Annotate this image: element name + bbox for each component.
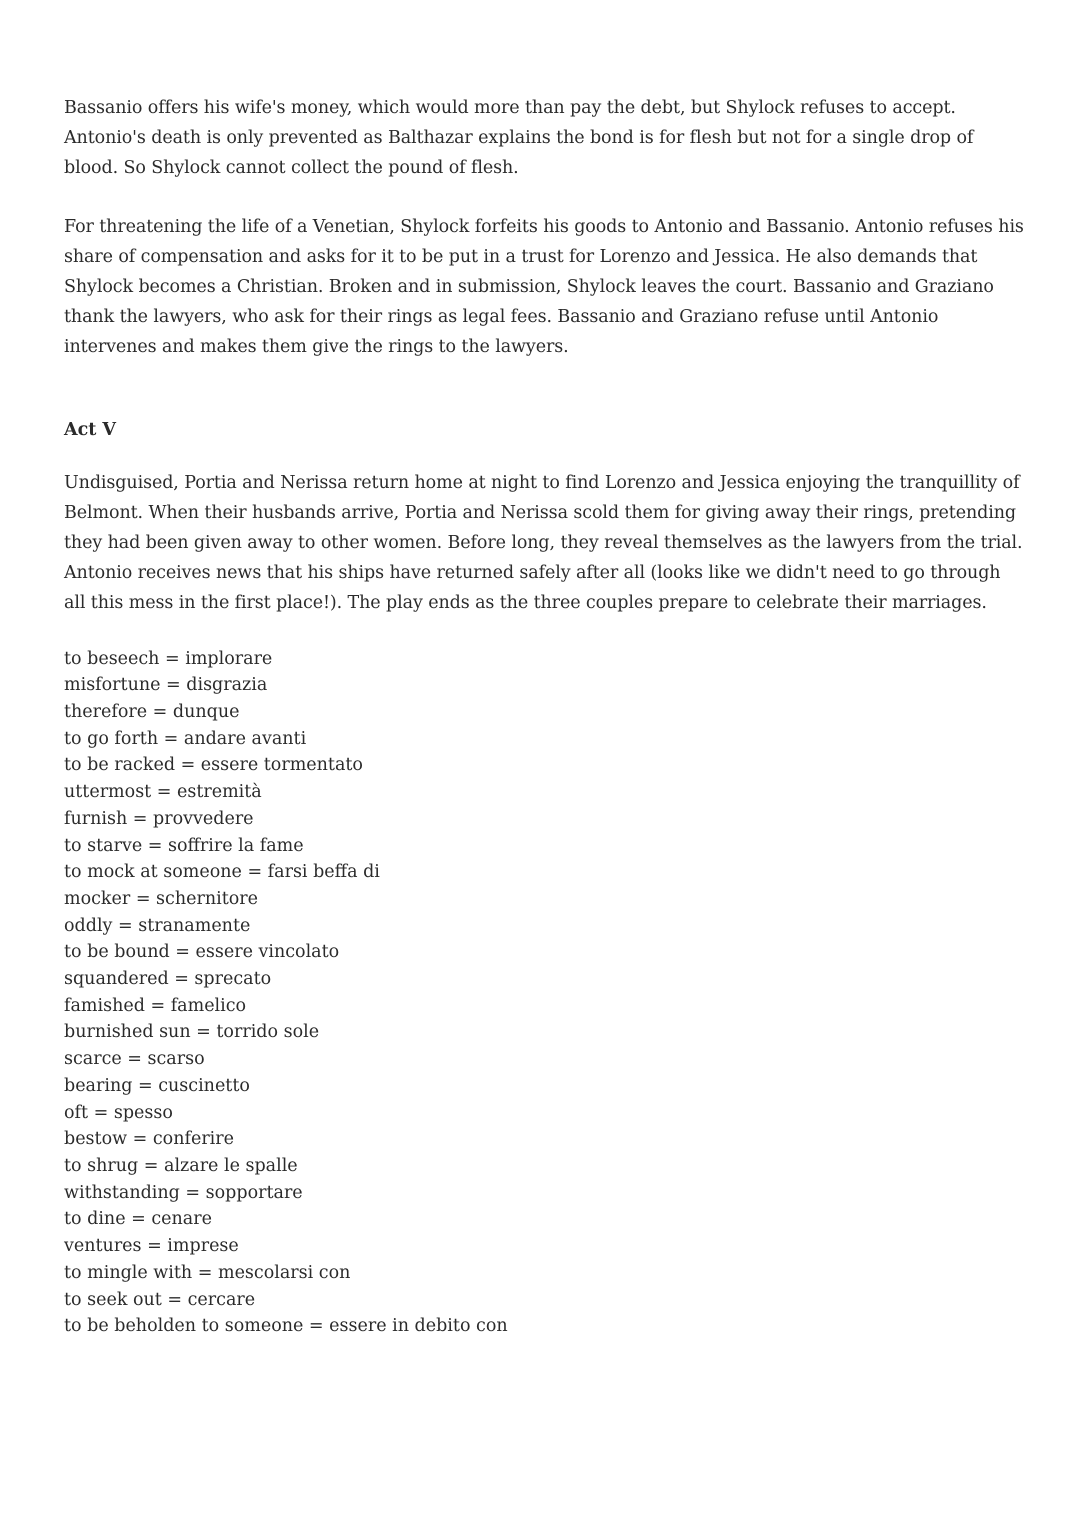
vocabulary-item: mocker = schernitore xyxy=(64,888,258,909)
paragraph-act-v-summary: Undisguised, Portia and Nerissa return home at night to find Lorenzo and Jessica enjoying the tranquillity of Belmont. When their husbands arrive, Portia and Nerissa scold them for giving away their rings, pretending they had been given away to other women. Before long, they reveal themselves as the lawyers from the trial. Antonio receives news that his ships have returned safely after all (looks like we didn't need to go through all this mess in the first place!). The play ends as the three couples prepare to celebrate their marriages. xyxy=(64,472,1023,614)
vocabulary-list xyxy=(64,646,1024,1340)
vocabulary-item: famished = famelico xyxy=(64,995,247,1016)
vocabulary-item: bestow = conferire xyxy=(64,1129,235,1150)
vocabulary-item: to starve = soffrire la fame xyxy=(64,835,304,856)
vocabulary-item: to dine = cenare xyxy=(64,1209,212,1230)
vocabulary-item: oft = spesso xyxy=(64,1102,173,1123)
vocabulary-item: bearing = cuscinetto xyxy=(64,1075,250,1096)
section-heading-act-v: Act V xyxy=(64,419,116,440)
vocabulary-item: to be racked = essere tormentato xyxy=(64,755,363,776)
vocabulary-item: burnished sun = torrido sole xyxy=(64,1022,320,1043)
vocabulary-item: misfortune = disgrazia xyxy=(64,675,268,696)
vocabulary-item: to be beholden to someone = essere in debito con xyxy=(64,1316,508,1337)
vocabulary-item: to mingle with = mescolarsi con xyxy=(64,1262,351,1283)
vocabulary-item: to mock at someone = farsi beffa di xyxy=(64,862,380,883)
vocabulary-item: squandered = sprecato xyxy=(64,969,272,990)
paragraph-trial-outcome: Bassanio offers his wife's money, which would more than pay the debt, but Shylock refuses to accept. Antonio's death is only prevented as Balthazar explains the bond is for flesh but not for a single drop of blood. So Shylock cannot collect the pound of flesh. xyxy=(64,98,974,179)
vocabulary-item: withstanding = sopportare xyxy=(64,1182,303,1203)
vocabulary-item: oddly = stranamente xyxy=(64,915,251,936)
vocabulary-item: scarce = scarso xyxy=(64,1049,205,1070)
vocabulary-item: to shrug = alzare le spalle xyxy=(64,1156,298,1176)
vocabulary-item: ventures = imprese xyxy=(64,1236,239,1257)
vocabulary-item: furnish = provvedere xyxy=(64,808,254,829)
vocabulary-item: to seek out = cercare xyxy=(64,1289,256,1310)
vocabulary-item: to beseech = implorare xyxy=(64,648,273,669)
vocabulary-item: to be bound = essere vincolato xyxy=(64,942,340,963)
vocabulary-item: therefore = dunque xyxy=(64,702,240,723)
paragraph-shylock-punishment: For threatening the life of a Venetian, Shylock forfeits his goods to Antonio and Bassanio. Antonio refuses his share of compensation and asks for it to be put in a trust for Lorenzo and Jessica. He also demands that Shylock becomes a Christian. Broken and in submission, Shylock leaves the court. Bassanio and Graziano thank the lawyers, who ask for their rings as legal fees. Bassanio and Graziano refuse until Antonio intervenes and makes them give the rings to the lawyers. xyxy=(64,216,1024,358)
document-page xyxy=(64,93,1024,1340)
vocabulary-item: uttermost = estremità xyxy=(64,782,262,803)
vocabulary-item: to go forth = andare avanti xyxy=(64,728,307,749)
